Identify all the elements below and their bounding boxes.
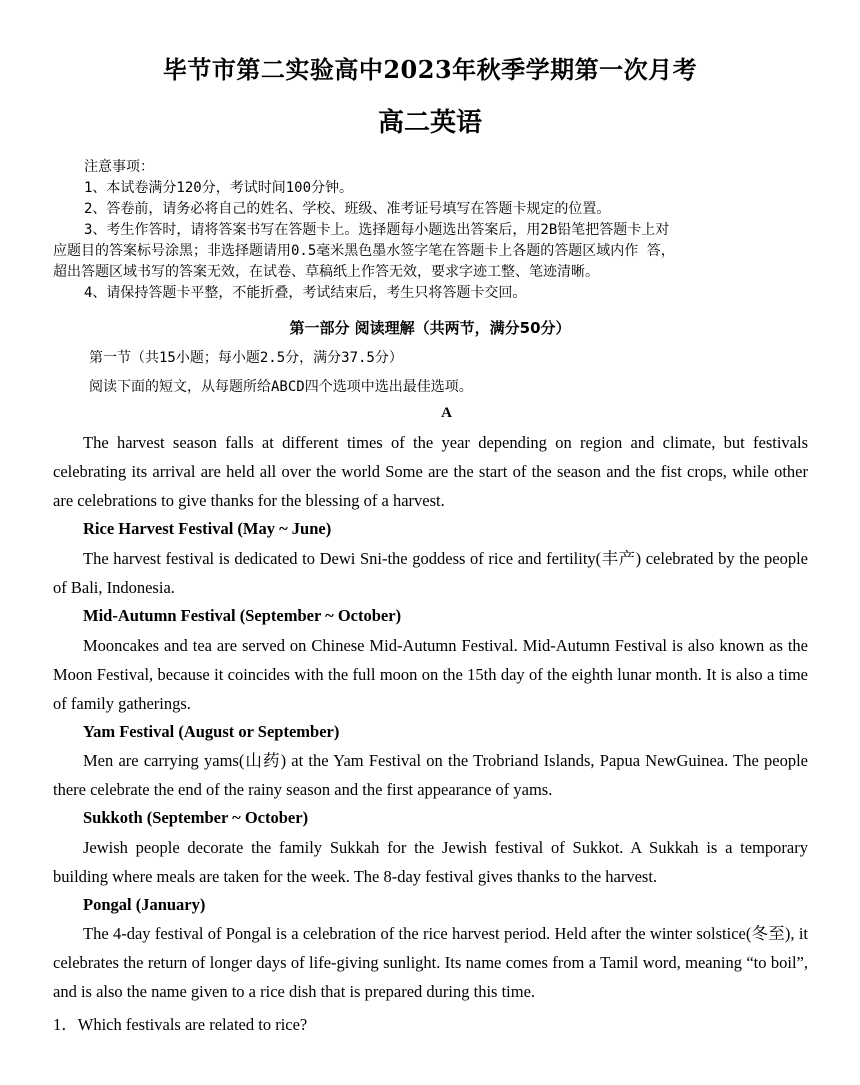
passage-intro: The harvest season falls at different times of the year depending on region and climate, but festivals celebrating its arrival are held all over the world Some are the start of the season and the fist crops, while other are celebrations to give thanks for the blessing of a harvest.: [53, 433, 808, 510]
festival-heading-mid-autumn: Mid-Autumn Festival (September ~ October): [83, 606, 402, 625]
section-one-title: 第一节（共15小题；每小题2.5分，满分37.5分）: [89, 350, 403, 366]
festival-heading-yam: Yam Festival (August or September): [83, 722, 340, 741]
section-instruction: 阅读下面的短文，从每题所给ABCD四个选项中选出最佳选项。: [89, 379, 473, 395]
notice-block: [53, 157, 813, 304]
festival-text-pongal: The 4-day festival of Pongal is a celebration of the rice harvest period. Held after the winter solstice(冬至), it celebrates the return of longer days of life-giving sunlight. Its name comes from a Tamil word, meaning “to boil”, and is also the name given to a rice dish that is prepared during this time.: [53, 924, 808, 1001]
notice-item-3-line-2: 应题目的答案标号涂黑；非选择题请用0.5毫米黑色墨水签字笔在答题卡上各题的答题区域内作 答，: [53, 243, 675, 259]
question-1: 1．Which festivals are related to rice?: [53, 1015, 308, 1034]
notice-item-3-line-3: 超出答题区域书写的答案无效，在试卷、草稿纸上作答无效，要求字迹工整、笔迹清晰。: [53, 264, 599, 280]
exam-subject: 高二英语: [377, 108, 482, 138]
notice-item-3-line-1: 3、考生作答时，请将答案书写在答题卡上。选择题每小题选出答案后，用2B铅笔把答题卡上对: [84, 222, 670, 238]
notice-item-1: 1、本试卷满分120分，考试时间100分钟。: [84, 180, 354, 196]
notice-heading: 注意事项：: [84, 159, 154, 175]
passage-letter: A: [441, 405, 452, 421]
notice-item-2: 2、答卷前，请务必将自己的姓名、学校、班级、准考证号填写在答题卡规定的位置。: [84, 201, 611, 217]
part-one-title: 第一部分 阅读理解（共两节，满分50分）: [289, 319, 571, 337]
festival-heading-sukkoth: Sukkoth (September ~ October): [83, 808, 309, 827]
festival-text-yam: Men are carrying yams(山药) at the Yam Festival on the Trobriand Islands, Papua NewGuinea. The people there celebrate the end of the rainy season and the first appearance of yams.: [53, 751, 808, 799]
festival-text-rice: The harvest festival is dedicated to Dewi Sni-the goddess of rice and fertility(丰产) celebrated by the people of Bali, Indonesia.: [53, 549, 808, 597]
exam-title: 毕节市第二实验高中2023年秋季学期第一次月考: [162, 55, 698, 84]
notice-item-4: 4、请保持答题卡平整，不能折叠，考试结束后，考生只将答题卡交回。: [84, 285, 527, 301]
festival-text-mid-autumn: Mooncakes and tea are served on Chinese Mid-Autumn Festival. Mid-Autumn Festival is also known as the Moon Festival, because it coincides with the full moon on the 15th day of the eighth lunar month. It is also a time of family gatherings.: [53, 636, 808, 713]
festival-text-sukkoth: Jewish people decorate the family Sukkah for the Jewish festival of Sukkot. A Sukkah is a temporary building where meals are taken for the week. The 8-day festival gives thanks to the harvest.: [53, 838, 808, 886]
festival-heading-pongal: Pongal (January): [83, 895, 206, 914]
festival-heading-rice: Rice Harvest Festival (May ~ June): [83, 519, 332, 538]
